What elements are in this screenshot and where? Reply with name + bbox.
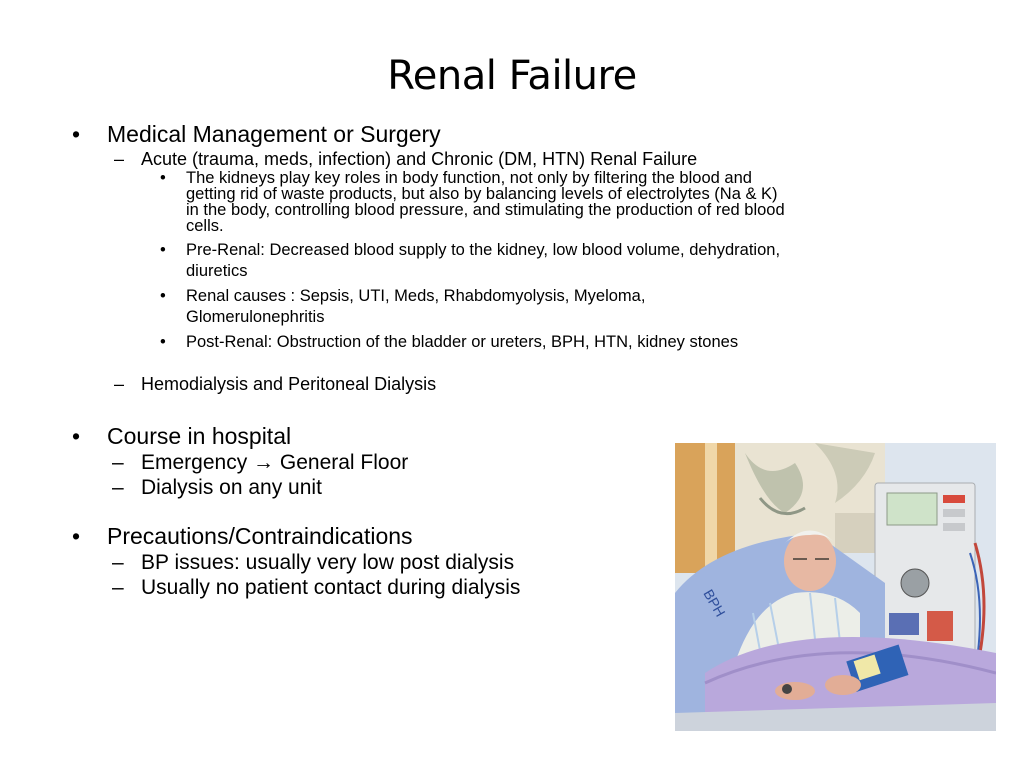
section-heading: Medical Management or Surgery <box>107 121 441 147</box>
pillow-label: BPH <box>700 586 729 620</box>
bullet-dot: • <box>72 121 81 147</box>
dash-mark: – <box>112 576 124 599</box>
dash-mark: – <box>112 451 124 474</box>
item-text-line: Glomerulonephritis <box>186 308 325 326</box>
item-text: Dialysis on any unit <box>141 476 322 499</box>
section-heading: Course in hospital <box>107 423 292 449</box>
bullet-dot: • <box>160 169 166 187</box>
item-text-line: Post-Renal: Obstruction of the bladder or ureters, BPH, HTN, kidney stones <box>186 333 739 351</box>
bullet-dot: • <box>72 523 81 549</box>
item-text: Emergency → General Floor <box>141 451 409 474</box>
item-text: Hemodialysis and Peritoneal Dialysis <box>141 374 437 394</box>
item-text-line: The kidneys play key roles in body function, not only by filtering the blood and <box>186 169 752 187</box>
item-text: Usually no patient contact during dialysis <box>141 576 521 599</box>
item-text: BP issues: usually very low post dialysis <box>141 551 515 574</box>
item-text: Acute (trauma, meds, infection) and Chronic (DM, HTN) Renal Failure <box>141 149 698 169</box>
patient-dialysis-photo <box>675 443 996 731</box>
dash-mark: – <box>114 149 125 169</box>
dash-mark: – <box>112 551 124 574</box>
item-text-line: diuretics <box>186 262 248 280</box>
item-text-line: cells. <box>186 217 224 235</box>
item-text-line: Pre-Renal: Decreased blood supply to the kidney, low blood volume, dehydration, <box>186 241 781 259</box>
bullet-dot: • <box>160 333 166 351</box>
bullet-dot: • <box>72 423 81 449</box>
bullet-dot: • <box>160 241 166 259</box>
slide-title: Renal Failure <box>387 53 637 99</box>
dash-mark: – <box>112 476 124 499</box>
dash-mark: – <box>114 374 125 394</box>
item-text-line: getting rid of waste products, but also by balancing levels of electrolytes (Na & K) <box>186 185 778 203</box>
bullet-dot: • <box>160 287 166 305</box>
section-heading: Precautions/Contraindications <box>107 523 413 549</box>
item-text-line: Renal causes : Sepsis, UTI, Meds, Rhabdomyolysis, Myeloma, <box>186 287 646 305</box>
item-text-line: in the body, controlling blood pressure, and stimulating the production of red blood <box>186 201 785 219</box>
